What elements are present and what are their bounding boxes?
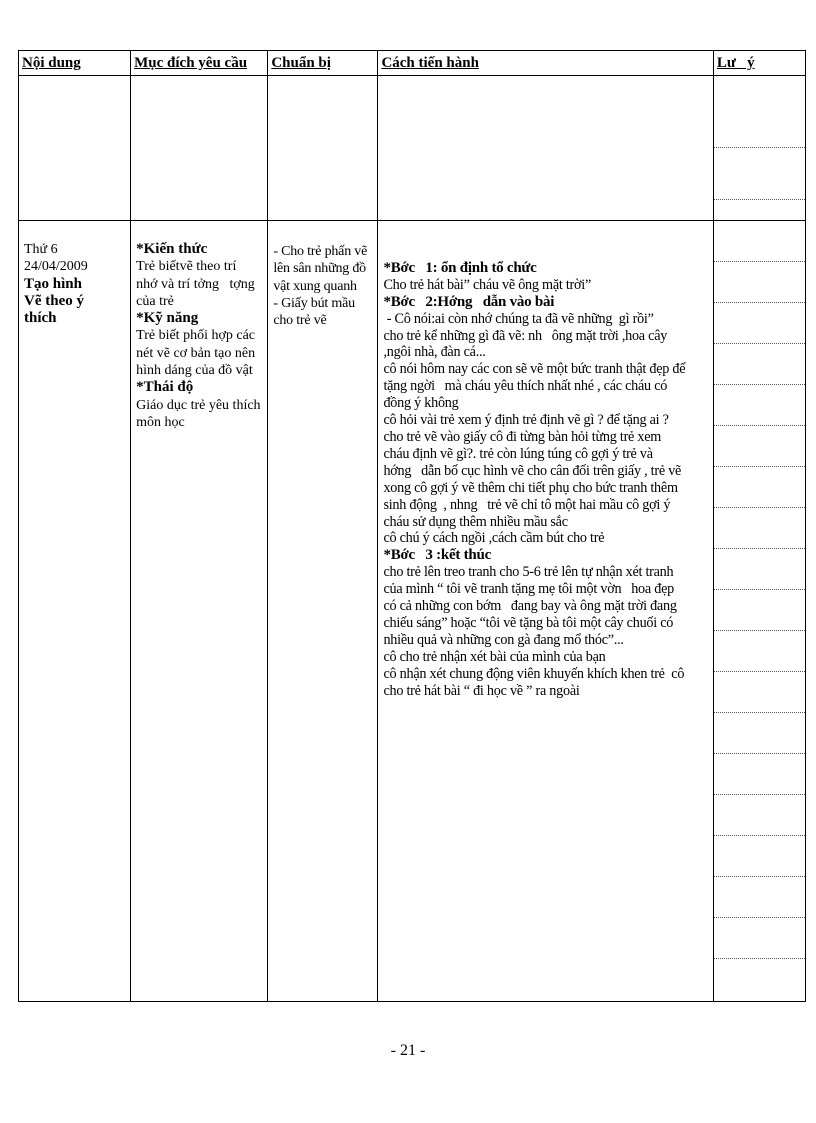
text-line: nhớ và trí tởng tợng — [136, 276, 255, 292]
notes-line — [714, 712, 805, 713]
lesson-topic: thích — [24, 310, 57, 327]
lesson-day: Thứ 6 — [24, 242, 58, 257]
heading-ky-nang: *Kỹ năng — [136, 310, 199, 327]
header-cach-tien-hanh: Cách tiến hành — [378, 51, 713, 76]
step-2-title: *Bớc 2:Hớng dẫn vào bài — [383, 293, 555, 310]
empty-cell — [131, 76, 268, 221]
table-header-row — [19, 51, 806, 76]
notes-line — [714, 876, 805, 877]
text-line: - Giấy bút mầu — [273, 295, 355, 311]
text-line: Trẻ biết phối hợp các — [136, 328, 256, 344]
text-line: Cho trẻ hát bài” cháu vẽ ông mặt trời” — [383, 276, 592, 293]
lesson-subject: Tạo hình — [24, 275, 82, 292]
text-line: xong cô gợi ý vẽ thêm chi tiết phụ cho bức tranh thêm — [383, 479, 678, 496]
text-line: cô chú ý cách ngồi ,cách cầm bút cho trẻ — [383, 530, 605, 547]
text-line: có cả những con bớm đang bay và ông mặt trời đang — [383, 598, 677, 615]
notes-line — [714, 466, 805, 467]
text-line: của trẻ — [136, 293, 174, 309]
notes-cell-empty — [713, 76, 805, 221]
notes-line — [714, 343, 805, 344]
empty-cell — [268, 76, 378, 221]
text-line: - Cô nói:ai còn nhớ chúng ta đã vẽ những gì rồi” — [383, 310, 654, 327]
text-line: ,ngôi nhà, đàn cá... — [383, 344, 486, 361]
table-row-lesson — [19, 221, 806, 1002]
text-line: đồng ý không — [383, 395, 459, 412]
text-line: cho trẻ hát bài “ đi học về ” ra ngoài — [383, 682, 580, 699]
cell-muc-dich — [131, 221, 268, 1002]
notes-line — [714, 589, 805, 590]
notes-line — [714, 199, 805, 200]
notes-line — [714, 302, 805, 303]
text-line: cô nhận xét chung động viên khuyến khích khen trẻ cô — [383, 665, 685, 682]
notes-line — [714, 548, 805, 549]
notes-line — [714, 384, 805, 385]
header-luu-y: Lư ý — [713, 51, 805, 76]
notes-line — [714, 261, 805, 262]
text-line: cho trẻ vẽ vào giấy cô đi từng bàn hỏi từng trẻ xem — [383, 428, 662, 445]
text-line: cho trẻ kể những gì đã vẽ: nh ông mặt trời ,hoa cây — [383, 327, 668, 344]
text-line: Trẻ biếtvẽ theo trí — [136, 259, 237, 275]
notes-line — [714, 794, 805, 795]
empty-cell — [378, 76, 713, 221]
header-chuan-bi: Chuẩn bị — [268, 51, 378, 76]
text-line: Giáo dục trẻ yêu thích — [136, 397, 261, 413]
text-line: sinh động , nhng trẻ vẽ chỉ tô một hai mầu cô gợi ý — [383, 496, 671, 513]
text-line: - Cho trẻ phấn vẽ — [273, 244, 368, 259]
header-muc-dich: Mục đích yêu cầu — [131, 51, 268, 76]
notes-line — [714, 917, 805, 918]
notes-line — [714, 147, 805, 148]
text-line: cho trẻ lên treo tranh cho 5-6 trẻ lên tự nhận xét tranh — [383, 564, 674, 581]
text-line: cháu sử dụng thêm nhiều mầu sắc — [383, 513, 568, 530]
text-line: môn học — [136, 414, 185, 430]
cell-noi-dung — [19, 221, 131, 1002]
text-line: cô hỏi vài trẻ xem ý định trẻ định vẽ gì ? để tặng ai ? — [383, 412, 669, 429]
notes-line — [714, 507, 805, 508]
text-line: cô cho trẻ nhận xét bài của mình của bạn — [383, 648, 606, 665]
text-line: nét vẽ cơ bản tạo nên — [136, 345, 256, 361]
notes-line — [714, 630, 805, 631]
page-number: - 21 - — [390, 1042, 426, 1059]
text-line: cháu định vẽ gì?. trẻ còn lúng túng cô gợi ý trẻ và — [383, 445, 653, 462]
lesson-plan-table — [18, 50, 806, 1002]
notes-cell — [713, 221, 805, 1002]
notes-line — [714, 425, 805, 426]
heading-thai-do: *Thái độ — [136, 379, 194, 396]
text-line: cô nói hôm nay các con sẽ vẽ một bức tranh thật đẹp để — [383, 361, 686, 378]
text-line: của mình “ tôi vẽ tranh tặng mẹ tôi một vờn hoa đẹp — [383, 581, 674, 598]
empty-cell — [19, 76, 131, 221]
notes-line — [714, 671, 805, 672]
lesson-topic: Vẽ theo ý — [24, 292, 84, 309]
cell-cach-tien-hanh — [378, 221, 713, 1002]
lesson-date: 24/04/2009 — [24, 259, 88, 275]
cell-chuan-bi — [268, 221, 378, 1002]
text-line: hớng dẫn bố cục hình vẽ cho cân đối trên giấy , trẻ vẽ — [383, 462, 682, 479]
text-line: lên sân những đồ — [273, 261, 366, 277]
step-1-title: *Bớc 1: ổn định tổ chức — [383, 259, 537, 276]
text-line: chiếu sáng” hoặc “tôi vẽ tặng bà tôi một cây chuối có — [383, 614, 674, 631]
text-line: vật xung quanh — [273, 278, 357, 294]
text-line: tặng ngời mà cháu yêu thích nhất nhé , các cháu có — [383, 378, 668, 395]
text-line: hình dáng của đồ vật — [136, 363, 253, 379]
table-row-empty — [19, 76, 806, 221]
header-noi-dung: Nội dung — [19, 51, 131, 76]
text-line: cho trẻ vẽ — [273, 313, 327, 329]
notes-line — [714, 958, 805, 959]
heading-kien-thuc: *Kiến thức — [136, 241, 208, 257]
notes-line — [714, 753, 805, 754]
text-line: nhiều quả và những con gà đang mổ thóc”... — [383, 631, 624, 648]
notes-line — [714, 835, 805, 836]
step-3-title: *Bớc 3 :kết thúc — [383, 547, 491, 564]
